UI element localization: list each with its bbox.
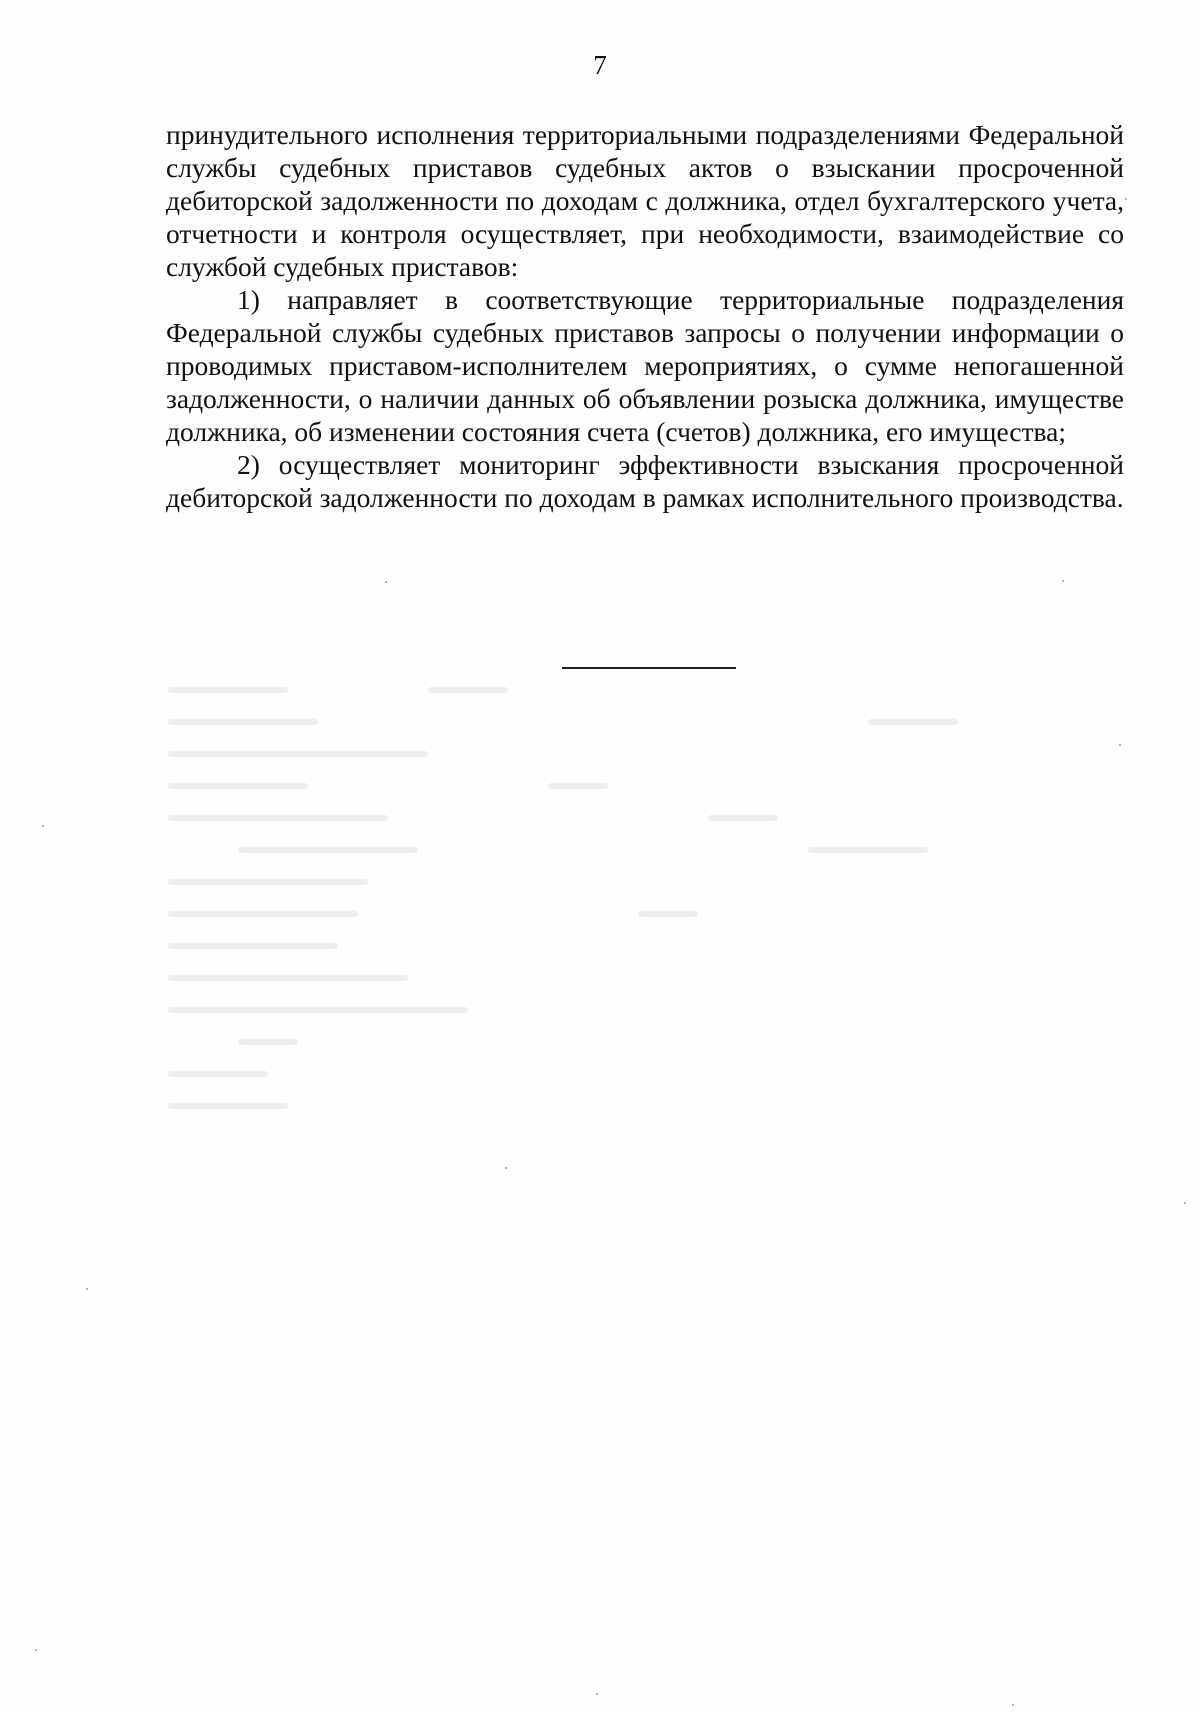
ghost-line — [168, 1099, 1068, 1113]
ghost-line — [168, 843, 1068, 857]
speck — [596, 1693, 598, 1695]
end-separator-line — [562, 667, 736, 669]
speck — [505, 1167, 507, 1169]
speck — [35, 1649, 37, 1651]
ghost-line — [168, 875, 1068, 889]
paragraph-continuation: принудительного исполнения территориальными подразделениями Федеральной службы судебных приставов судебных актов о взыскании просроченной дебиторской задолженности по доходам с должника, отдел бухгалтерского учета, отчетности и контроля осуществляет, при необходимости, взаимодействие со службой судебных приставов: — [166, 119, 1124, 282]
ghost-line — [168, 715, 1068, 729]
paragraph-item-1: 1) направляет в соответствующие территориальные подразделения Федеральной службы судебных приставов запросы о получении информации о проводимых приставом-исполнителем мероприятиях, о сумме непогашенной задолженности, о наличии данных об объявлении розыска должника, имуществе должника, об изменении состояния счета (счетов) должника, его имущества; — [166, 284, 1124, 447]
document-body — [166, 118, 1124, 514]
speck — [86, 1288, 88, 1290]
speck — [1012, 1704, 1014, 1706]
speck — [1184, 1202, 1186, 1204]
ghost-line — [168, 1003, 1068, 1017]
speck — [1125, 198, 1127, 200]
ghost-line — [168, 939, 1068, 953]
page-number: 7 — [593, 50, 607, 80]
speck — [385, 581, 387, 583]
paragraph-item-2: 2) осуществляет мониторинг эффективности взыскания просроченной дебиторской задолженности по доходам в рамках исполнительного производства. — [166, 449, 1124, 513]
speck — [42, 825, 44, 827]
ghost-line — [168, 779, 1068, 793]
ghost-line — [168, 1067, 1068, 1081]
ghost-line — [168, 971, 1068, 985]
ghost-line — [168, 811, 1068, 825]
ghost-line — [168, 683, 1068, 697]
ghost-line — [168, 747, 1068, 761]
speck — [1119, 744, 1121, 746]
speck — [1062, 580, 1064, 582]
ghost-line — [168, 1035, 1068, 1049]
ghost-line — [168, 907, 1068, 921]
